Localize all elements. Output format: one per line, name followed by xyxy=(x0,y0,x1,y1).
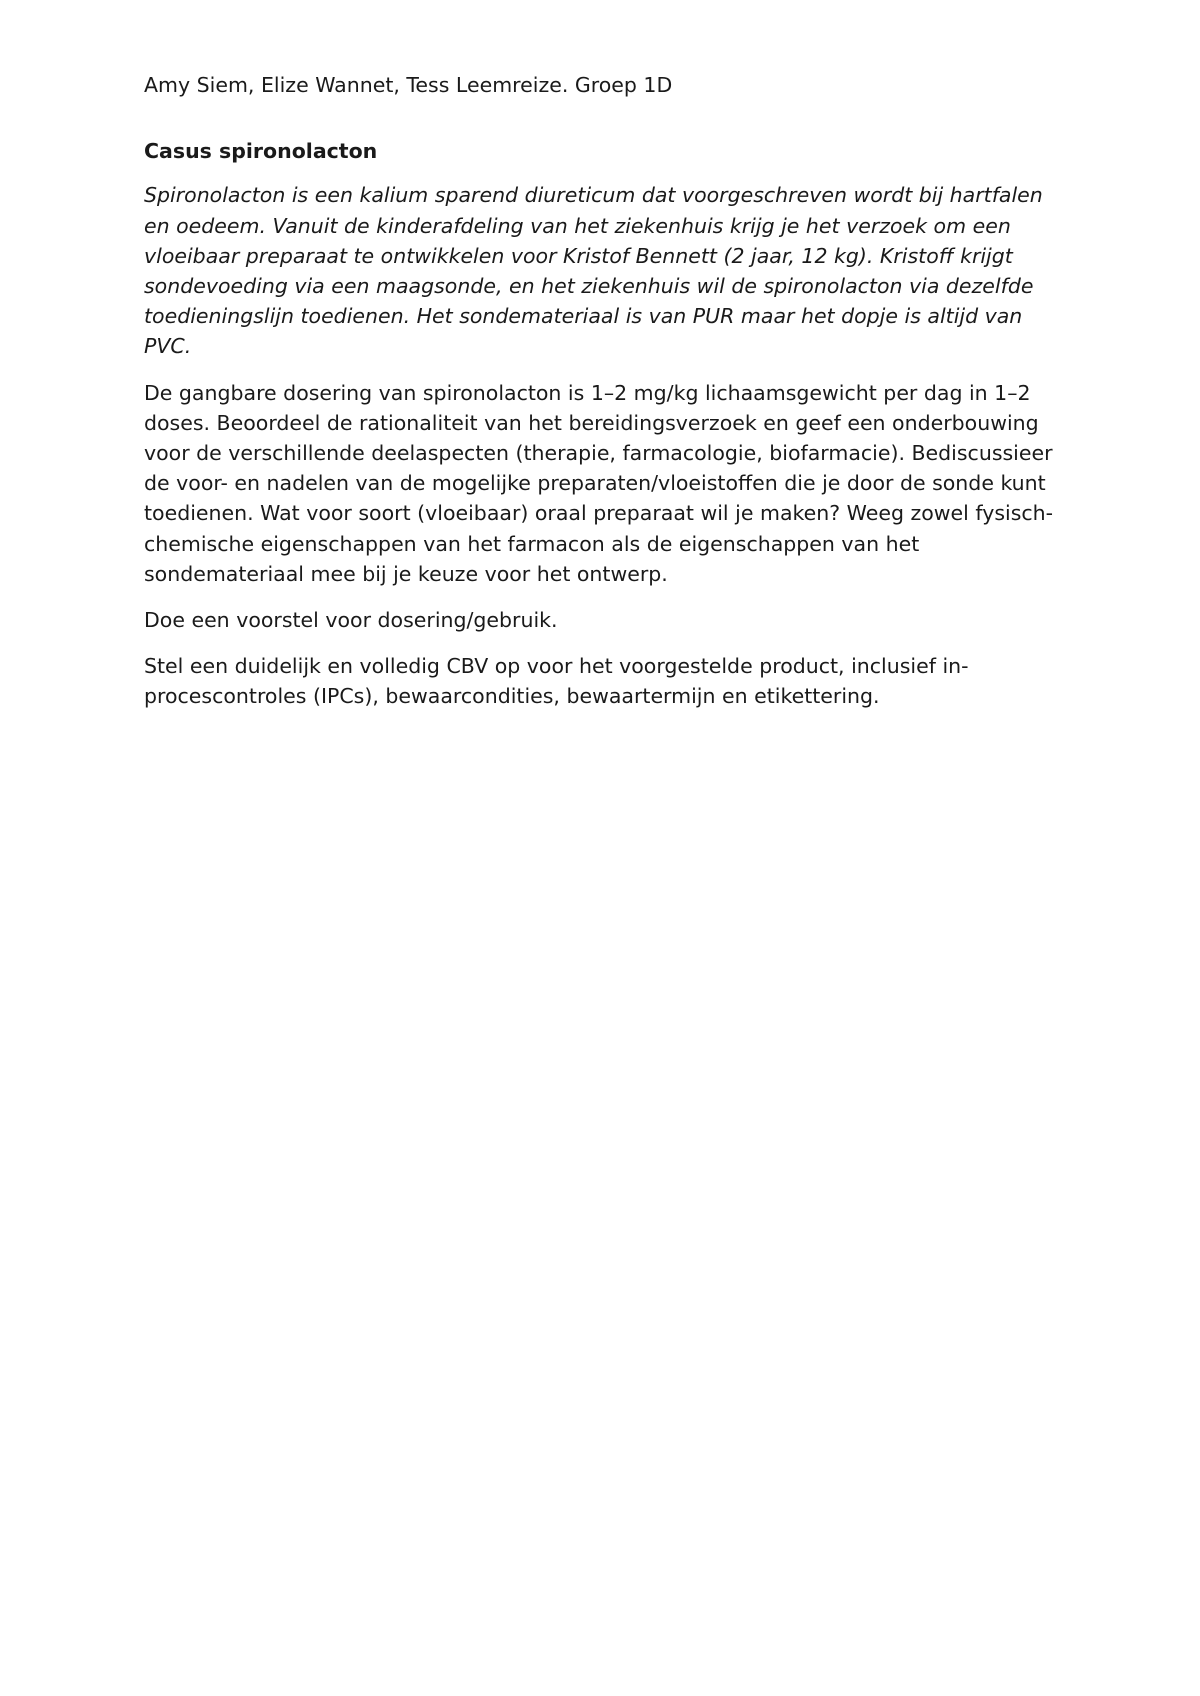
case-description-paragraph: Spironolacton is een kalium sparend diureticum dat voorgeschreven wordt bij hartfalen en oedeem. Vanuit de kinderafdeling van het ziekenhuis krijg je het verzoek om een vloeibaar preparaat te ontwikkelen voor Kristof Bennett (2 jaar, 12 kg). Kristoff krijgt sondevoeding via een maagsonde, en het ziekenhuis wil de spironolacton via dezelfde toedieningslijn toedienen. Het sondemateriaal is van PUR maar het dopje is altijd van PVC. xyxy=(144,183,1043,359)
cbv-paragraph: Stel een duidelijk en volledig CBV op voor het voorgestelde product, inclusief in-procescontroles (IPCs), bewaarcondities, bewaartermijn en etikettering. xyxy=(144,654,969,709)
assignment-paragraph: De gangbare dosering van spironolacton is 1–2 mg/kg lichaamsgewicht per dag in 1–2 doses. Beoordeel de rationaliteit van het bereidingsverzoek en geef een onderbouwing voor de verschillende deelaspecten (therapie, farmacologie, biofarmacie). Bediscussieer de voor- en nadelen van de mogelijke preparaten/vloeistoffen die je door de sonde kunt toedienen. Wat voor soort (vloeibaar) oraal preparaat wil je maken? Weeg zowel fysisch-chemische eigenschappen van het farmacon als de eigenschappen van het sondemateriaal mee bij je keuze voor het ontwerp. xyxy=(144,380,1054,586)
dosage-paragraph: Doe een voorstel voor dosering/gebruik. xyxy=(144,608,558,633)
author-line: Amy Siem, Elize Wannet, Tess Leemreize. Groep 1D xyxy=(144,73,673,97)
document-title: Casus spironolacton xyxy=(144,139,378,164)
